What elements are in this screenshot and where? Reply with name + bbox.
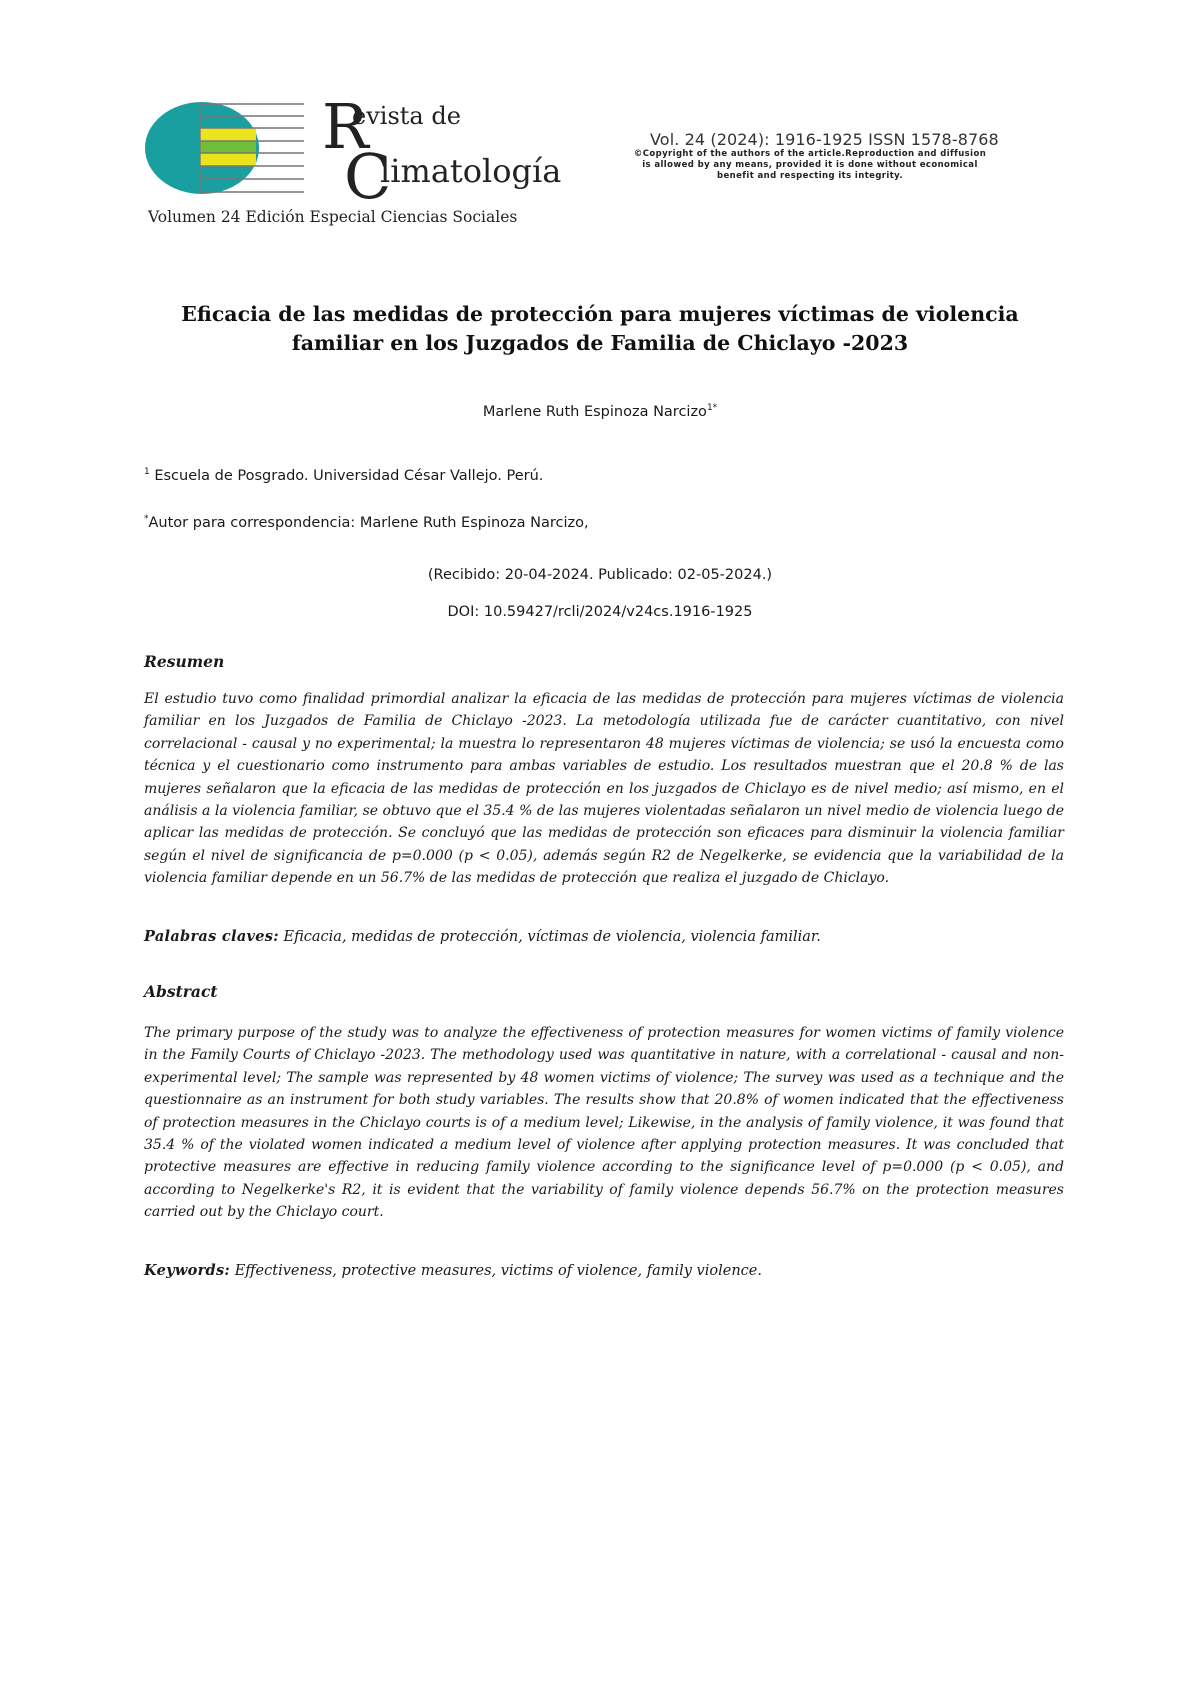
abstract-keywords-text: Effectiveness, protective measures, victims of violence, family violence. [234,1263,762,1279]
correspondence-text: Autor para correspondencia: Marlene Ruth Espinoza Narcizo, [148,514,589,531]
resumen-keywords-label: Palabras claves: [144,928,279,945]
journal-letter-c: C [344,140,392,213]
journal-letter-r: R [322,90,369,163]
copyright-notice: ©Copyright of the authors of the article.Reproduction and diffusion is allowed by any means, provided it is done without economical benefit and respecting its integrity. [633,149,987,181]
logo-yellow-band [200,128,256,141]
correspondence-superscript: * [144,514,149,524]
resumen-heading: Resumen [144,652,225,671]
volume-line: Volumen 24 Edición Especial Ciencias Sociales [148,208,518,226]
doi: DOI: 10.59427/rcli/2024/v24cs.1916-1925 [447,604,753,620]
affiliation [144,467,543,484]
title-line-2: familiar en los Juzgados de Familia de Chiclayo -2023 [291,331,909,355]
affiliation-text: Escuela de Posgrado. Universidad César Vallejo. Perú. [154,467,544,484]
resumen-keywords-text: Eficacia, medidas de protección, víctimas de violencia, violencia familiar. [283,929,821,945]
abstract-keywords-label: Keywords: [144,1262,231,1279]
logo-yellow-band-2 [200,153,256,166]
abstract-keywords [144,1262,1064,1279]
journal-name-top: evista de [352,102,461,130]
abstract-text: The primary purpose of the study was to analyze the effectiveness of protection measures for women victims of family violence in the Family Courts of Chiclayo -2023. The methodology used was quantitative in nature, with a correlational - causal and non-experimental level; The sample was represented by 48 women victims of violence; The survey was used as a technique and the questionnaire as an instrument for both study variables. The results show that 20.8% of women indicated that the effectiveness of protection measures in the Chiclayo courts is of a medium level; Likewise, in the analysis of family violence, it was found that 35.4 % of the violated women indicated a medium level of violence after applying protection measures. It was concluded that protective measures are effective in reducing family violence according to the significance level of p=0.000 (p < 0.05), and according to Negelkerke's R2, it is evident that the variability of family violence depends 56.7% on the protection measures carried out by the Chiclayo court. [144,1025,1064,1221]
author-line [0,403,1200,420]
volume-issn: Vol. 24 (2024): 1916-1925 ISSN 1578-8768 [650,130,999,149]
title-line-1: Eficacia de las medidas de protección para mujeres víctimas de violencia [181,302,1019,326]
received-published-dates: (Recibido: 20-04-2024. Publicado: 02-05-2024.) [427,567,773,583]
journal-name-bottom: limatología [380,152,562,190]
author-name: Marlene Ruth Espinoza Narcizo [482,403,707,420]
article-title [140,300,1060,358]
resumen-keywords [144,928,1064,945]
abstract-heading: Abstract [144,982,218,1001]
affiliation-superscript: 1 [144,467,150,477]
header-citation [633,130,1030,182]
logo-green-band [200,141,256,153]
resumen-text: El estudio tuvo como finalidad primordial analizar la eficacia de las medidas de protección para mujeres víctimas de violencia familiar en los Juzgados de Familia de Chiclayo -2023. La metodología utilizada fue de carácter cuantitativo, con nivel correlacional - causal y no experimental; la muestra lo representaron 48 mujeres víctimas de violencia; se usó la encuesta como técnica y el cuestionario como instrumento para ambas variables de estudio. Los resultados muestran que el 20.8 % de las mujeres señalaron que la eficacia de las medidas de protección en los juzgados de Chiclayo es de nivel medio; así mismo, en el análisis a la violencia familiar, se obtuvo que el 35.4 % de las mujeres violentadas señalaron un nivel medio de violencia luego de aplicar las medidas de protección. Se concluyó que las medidas de protección son eficaces para disminuir la violencia familiar según el nivel de significancia de p=0.000 (p < 0.05), además según R2 de Negelkerke, se evidencia que la variabilidad de la violencia familiar depende en un 56.7% de las medidas de protección que realiza el juzgado de Chiclayo. [144,691,1064,887]
journal-logo [144,100,304,196]
author-superscript: 1* [706,403,718,413]
correspondence [144,514,589,531]
